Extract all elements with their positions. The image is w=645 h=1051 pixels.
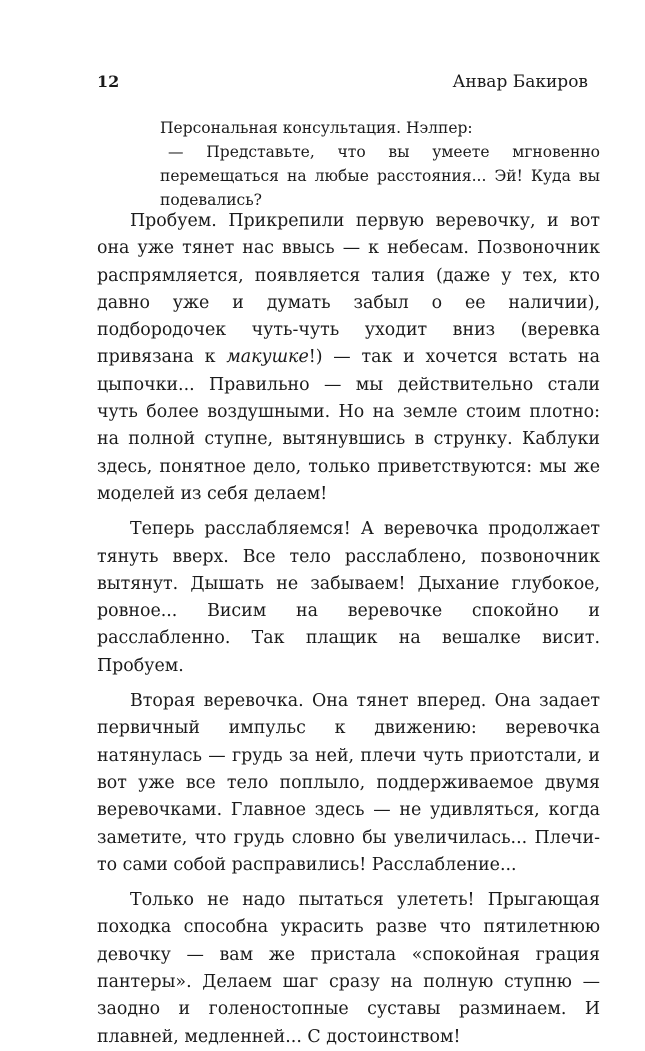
- paragraph-1: [97, 208, 600, 508]
- paragraph-1-start: Пробуем. Прикрепили первую веревочку, и вот она уже тянет нас ввысь — к небесам. Позвоночник распрямляется, появляется талия (даже у тех, кто давно уже и думать забыл о ее наличии), подбородочек чуть-чуть уходит вниз (веревка привязана к: [97, 211, 600, 368]
- page-header: [0, 72, 645, 96]
- paragraph-2: Теперь расслабляемся! А веревочка продолжает тянуть вверх. Все тело расслаблено, позвоночник вытянут. Дышать не забываем! Дыхание глубокое, ровное... Висим на веревочке спокойно и расслабленно. Так плащик на вешалке висит. Пробуем.: [97, 519, 600, 676]
- page-number: 12: [97, 72, 120, 91]
- epigraph: [160, 116, 600, 212]
- paragraph-1-end: !) — так и хочется встать на цыпочки... Правильно — мы действительно стали чуть более воздушными. Но на земле стоим плотно: на полной ступне, вытянувшись в струнку. Каблуки здесь, понятное дело, только приветствуются: мы же моделей из себя делаем!: [97, 347, 600, 504]
- paragraph-3: Вторая веревочка. Она тянет вперед. Она задает первичный импульс к движению: веревочка натянулась — грудь за ней, плечи чуть приотстали, и вот уже все тело поплыло, поддерживаемое двумя веревочками. Главное здесь — не удивляться, когда заметите, что грудь словно бы увеличилась... Плечи-то сами собой расправились! Расслабление...: [97, 691, 600, 875]
- paragraph-1-emphasis: макушке: [226, 347, 309, 368]
- paragraph-4: Только не надо пытаться улететь! Прыгающая походка способна украсить разве что пятилетнюю девочку — вам же пристала «спокойная грация пантеры». Делаем шаг сразу на полную ступню — заодно и голеностопные суставы разминаем. И плавней, медленней... С достоинством!: [97, 890, 600, 1047]
- body-text: [97, 208, 600, 1051]
- running-title: Анвар Бакиров: [452, 72, 588, 92]
- epigraph-quote: — Представьте, что вы умеете мгновенно перемещаться на любые расстояния... Эй! Куда вы подевались?: [160, 143, 600, 209]
- epigraph-source: Персональная консультация. Нэлпер:: [160, 119, 473, 137]
